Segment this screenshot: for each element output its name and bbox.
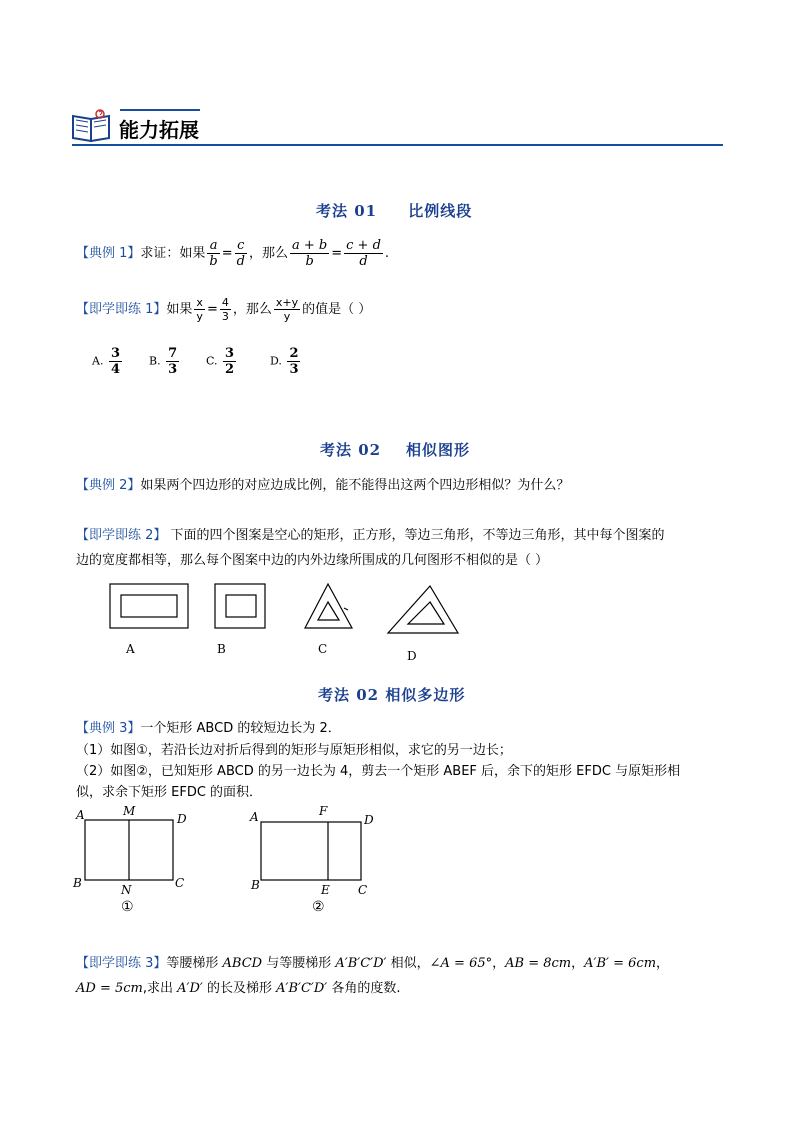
fig1-label-c: C bbox=[175, 876, 185, 890]
example-1-tag: 【典例 1】 bbox=[76, 246, 141, 261]
practice-3-text: ， bbox=[656, 956, 670, 971]
fig1-label-b: B bbox=[73, 876, 82, 890]
fig1-label-m: M bbox=[123, 804, 136, 818]
practice-2-text-1: 下面的四个图案是空心的矩形，正方形，等边三角形，不等边三角形，其中每个图案的 bbox=[166, 528, 665, 543]
fig2-label-d: D bbox=[364, 813, 374, 827]
option-c-fraction: $\frac{3}{2}$ bbox=[225, 346, 235, 377]
math-ad-length: AD = 5cm bbox=[76, 981, 143, 996]
option-c-label: C. bbox=[206, 354, 218, 368]
option-d[interactable] bbox=[270, 346, 302, 377]
practice-3-text: 各角的度数. bbox=[327, 981, 401, 996]
example-1 bbox=[76, 238, 389, 269]
equals-sign: = bbox=[221, 246, 233, 261]
fraction-a-plus-b: $\frac{a + b}{b}$ bbox=[292, 238, 328, 269]
shape-label-c: C bbox=[318, 642, 328, 656]
shape-b-outer-square bbox=[215, 584, 265, 628]
shape-label-b: B bbox=[217, 642, 226, 656]
math-angle-a: ∠A = 65° bbox=[429, 956, 493, 971]
fig1-label-a: A bbox=[76, 808, 85, 822]
math-abcd: ABCD bbox=[222, 956, 263, 971]
practice-1-prefix: 如果 bbox=[166, 302, 193, 317]
fig2-label-b: B bbox=[251, 878, 260, 892]
example-3-line-1 bbox=[76, 717, 341, 736]
math-ab-length: AB = 8cm bbox=[505, 956, 572, 971]
header-top-rule bbox=[120, 109, 200, 111]
practice-2-line-1 bbox=[76, 524, 665, 543]
example-3-text-1: 一个矩形 ABCD 的较短边长为 2． bbox=[140, 721, 341, 736]
section-title-2: 考法 02 相似图形 bbox=[320, 441, 470, 459]
math-a-prime-b-prime-length: A′B′ = 6cm bbox=[584, 956, 657, 971]
header-rule bbox=[72, 144, 723, 146]
fraction-a-b: $\frac{a}{b}$ bbox=[209, 238, 218, 269]
practice-3-text: 相似， bbox=[386, 956, 430, 971]
shape-c-mark bbox=[344, 608, 348, 610]
shape-c-outer-triangle bbox=[305, 584, 352, 628]
fig2-label-c: C bbox=[358, 883, 368, 897]
option-a[interactable] bbox=[92, 346, 124, 377]
fraction-x-y: $\frac{x}{y}$ bbox=[196, 296, 203, 323]
option-b-label: B. bbox=[149, 354, 161, 368]
header-book-icon bbox=[70, 106, 114, 142]
example-3-line-3: （2）如图②，已知矩形 ABCD 的另一边长为 4，剪去一个矩形 ABEF 后，余下的矩形 EFDC 与原矩形相 bbox=[76, 764, 681, 779]
practice-3-line-1 bbox=[76, 952, 669, 971]
option-b-fraction: $\frac{7}{3}$ bbox=[168, 346, 178, 377]
option-a-label: A. bbox=[92, 354, 104, 368]
figure-2-rect-abcd bbox=[261, 822, 361, 880]
section-title-3: 考法 02 相似多边形 bbox=[318, 686, 466, 704]
example-3-line-4: 似，求余下矩形 EFDC 的面积． bbox=[76, 785, 263, 800]
practice-2-tag: 【即学即练 2】 bbox=[76, 528, 167, 543]
math-trapezoid-prime: A′B′C′D′ bbox=[276, 981, 328, 996]
practice-3-text: ,求出 bbox=[142, 981, 178, 996]
practice-1 bbox=[76, 296, 371, 323]
shape-a-inner-rect bbox=[121, 595, 177, 617]
fraction-c-plus-d: $\frac{c + d}{d}$ bbox=[346, 238, 381, 269]
equals-sign: = bbox=[206, 302, 218, 317]
section-title-1: 考法 01 比例线段 bbox=[316, 202, 473, 220]
practice-3-text: ， bbox=[571, 956, 585, 971]
figure-1-rectangle bbox=[80, 815, 190, 885]
example-2-tag: 【典例 2】 bbox=[76, 478, 141, 493]
practice-3-text: 与等腰梯形 bbox=[262, 956, 336, 971]
example-1-middle: ，那么 bbox=[248, 246, 288, 261]
practice-3-tag: 【即学即练 3】 bbox=[76, 956, 167, 971]
fig1-caption: ① bbox=[121, 899, 134, 915]
shape-b-inner-square bbox=[226, 595, 256, 617]
practice-1-suffix: 的值是（ ） bbox=[302, 302, 372, 317]
fraction-x-plus-y-over-y: $\frac{x+y}{y}$ bbox=[275, 296, 299, 323]
option-a-fraction: $\frac{3}{4}$ bbox=[110, 346, 120, 377]
fig2-label-f: F bbox=[319, 804, 328, 818]
fig2-label-e: E bbox=[321, 883, 330, 897]
option-d-fraction: $\frac{2}{3}$ bbox=[289, 346, 299, 377]
practice-1-tag: 【即学即练 1】 bbox=[76, 302, 167, 317]
option-b[interactable] bbox=[149, 346, 181, 377]
fig1-label-n: N bbox=[121, 883, 132, 897]
fraction-c-d: $\frac{c}{d}$ bbox=[236, 238, 245, 269]
math-a-prime-d-prime: A′D′ bbox=[177, 981, 203, 996]
shape-label-d: D bbox=[407, 649, 417, 663]
practice-3-text: ， bbox=[492, 956, 506, 971]
option-d-label: D. bbox=[270, 354, 282, 368]
example-2 bbox=[76, 474, 569, 493]
practice-2-line-2: 边的宽度都相等，那么每个图案中边的内外边缘所围成的几何图形不相似的是（ ） bbox=[76, 553, 549, 568]
shape-c-inner-triangle bbox=[318, 602, 339, 620]
example-3-line-2: （1）如图①，若沿长边对折后得到的矩形与原矩形相似，求它的另一边长； bbox=[76, 743, 512, 758]
practice-1-middle: ，那么 bbox=[232, 302, 272, 317]
practice-3-line-2 bbox=[76, 977, 401, 996]
period: . bbox=[384, 246, 390, 261]
example-3-tag: 【典例 3】 bbox=[76, 721, 141, 736]
fig2-caption: ② bbox=[312, 899, 325, 915]
shape-label-a: A bbox=[126, 642, 135, 656]
header-title: 能力拓展 bbox=[119, 118, 199, 142]
shape-a-outer-rect bbox=[110, 584, 188, 628]
math-a-prime-b-prime-c-prime-d-prime: A′B′C′D′ bbox=[335, 956, 387, 971]
fraction-4-3: $\frac{4}{3}$ bbox=[221, 296, 229, 323]
example-1-prefix: 求证：如果 bbox=[140, 246, 206, 261]
practice-3-text: 等腰梯形 bbox=[166, 956, 223, 971]
equals-sign: = bbox=[331, 246, 343, 261]
fig1-label-d: D bbox=[177, 812, 187, 826]
fig2-label-a: A bbox=[250, 810, 259, 824]
practice-3-text: 的长及梯形 bbox=[202, 981, 277, 996]
example-2-text: 如果两个四边形的对应边成比例，能不能得出这两个四边形相似？为什么？ bbox=[140, 478, 570, 493]
figure-2-rectangle bbox=[256, 815, 366, 885]
option-c[interactable] bbox=[206, 346, 238, 377]
